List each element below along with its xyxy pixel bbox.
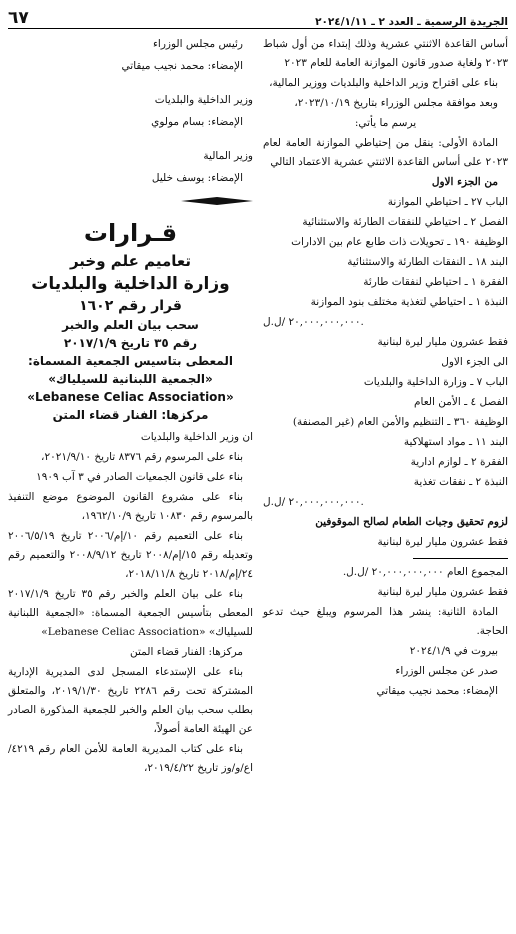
- decision-subject: سحب بيان العلم والخبر: [62, 318, 199, 332]
- paragraph: بناء على الإستدعاء المسجل لدى المديرية الإدارية المشتركة تحت رقم ٢٢٨٦ تاريخ ٢٠١٩/١/٣٠، والمتعلق بطلب سحب بيان العلم والخبر للجمعية المذكورة الصادر عن الهيئة العامة أصولاً،: [8, 666, 253, 735]
- budget-line: النبذة ٢ ـ نفقات تغذية: [413, 476, 508, 488]
- signature-title: رئيس مجلس الوزراء: [152, 38, 243, 50]
- date-line: بيروت في ٢٠٢٤/١/٩: [409, 645, 498, 657]
- budget-line: البند ١١ ـ مواد استهلاكية: [403, 436, 508, 448]
- paragraph: بناء على كتاب المديرية العامة للأمن العام رقم ٤٢١٩/اع/و/وز تاريخ ٢٠١٩/٤/٢٢،: [8, 743, 253, 774]
- budget-line: الفقرة ٢ ـ لوازم ادارية: [410, 456, 508, 468]
- ministry-title: وزارة الداخلية والبلديات: [31, 274, 230, 294]
- section-subtitle: تعاميم علم وخبر: [69, 252, 192, 270]
- budget-line: الباب ٧ ـ وزارة الداخلية والبلديات: [363, 376, 508, 388]
- amount-value: ٢٠,٠٠٠,٠٠٠,٠٠٠ /ل.ل.: [263, 496, 364, 508]
- budget-line: الوظيفة ١٩٠ ـ تحويلات ذات طابع عام بين الادارات: [291, 236, 508, 248]
- journal-issue-title: الجريدة الرسمية ـ العدد ٢ ـ ٢٠٢٤/١/١١: [315, 16, 508, 28]
- decision-number: قرار رقم ١٦٠٢: [79, 298, 182, 314]
- paragraph: بناء على قانون الجمعيات الصادر في ٣ آب ١٩٠٩: [36, 471, 243, 483]
- budget-line: الفقرة ١ ـ احتياطي لنفقات طارئة: [363, 276, 508, 288]
- paragraph: أساس القاعدة الاثنتي عشرية وذلك إبتداء من أول شباط ٢٠٢٣ ولغاية صدور قانون الموازنة العامة للعام ٢٠٢٣: [263, 38, 508, 69]
- signature-line: الإمضاء: محمد نجيب ميقاتي: [376, 685, 498, 697]
- article-two: المادة الثانية: ينشر هذا المرسوم ويبلغ حيث تدعو الحاجة.: [263, 606, 508, 637]
- amount-words: فقط عشرون مليار ليرة لبنانية: [377, 536, 508, 548]
- two-column-body: [8, 35, 508, 779]
- amount-line: [263, 313, 508, 332]
- amount-value: ٢٠,٠٠٠,٠٠٠,٠٠٠ /ل.ل.: [263, 316, 364, 328]
- page-number: ٦٧: [8, 8, 29, 28]
- paragraph: بناء على مشروع القانون الموضوع موضع التنفيذ بالمرسوم رقم ١٠٨٣٠ تاريخ ١٩٦٢/١٠/٩،: [8, 491, 253, 522]
- purpose-line: لزوم تحقيق وجبات الطعام لصالح الموقوفين: [315, 516, 508, 528]
- budget-line: الفصل ٢ ـ احتياطي للنفقات الطارئة والاستثنائية: [302, 216, 508, 228]
- signatures-block: [8, 35, 253, 188]
- left-column: [8, 35, 253, 779]
- granted-to: المعطى بتاسيس الجمعية المسماة:: [28, 354, 233, 368]
- signature-name: الإمضاء: بسام مولوي: [151, 116, 243, 128]
- right-column: [263, 35, 508, 779]
- total-line: المجموع العام ٢٠,٠٠٠,٠٠٠,٠٠٠ /ل.ل.: [342, 566, 508, 578]
- divider: [413, 558, 508, 559]
- association-name-en: «Lebanese Celiac Association»: [27, 390, 234, 404]
- paragraph: بناء على التعميم رقم ١٠/إم/٢٠٠٦ تاريخ ٢٠٠٦/٥/١٩ وتعديله رقم ١٥/إم/٢٠٠٨ تاريخ ٢٠٠٨/٩/١٢ والتعميم رقم ٢٤/إم/٢٠١٨ تاريخ ٢٠١٨/١١/٨،: [8, 530, 253, 580]
- amount-words: فقط عشرون مليار ليرة لبنانية: [377, 336, 508, 348]
- signature-name: الإمضاء: يوسف خليل: [151, 172, 243, 184]
- section-title: قـرارات: [83, 219, 178, 247]
- association-location: مركزها: الفنار قضاء المتن: [52, 408, 209, 422]
- signature-name: الإمضاء: محمد نجيب ميقاتي: [121, 60, 243, 72]
- signature-title: وزير الداخلية والبلديات: [154, 94, 253, 106]
- amount-words: فقط عشرون مليار ليرة لبنانية: [377, 586, 508, 598]
- paragraph: بناء على بيان العلم والخبر رقم ٣٥ تاريخ ٢٠١٧/١/٩ المعطى بتأسيس الجمعية المسماة: «الجمعية اللبنانية للسيلياك» «Lebanese Celiac Association»: [8, 588, 253, 638]
- association-name-ar: «الجمعية اللبنانية للسيلياك»: [48, 372, 213, 386]
- paragraph: يرسم ما يأتي:: [354, 117, 417, 129]
- budget-line: الوظيفة ٣٦٠ ـ التنظيم والأمن العام (غير المصنفة): [292, 416, 508, 428]
- budget-line: البند ١٨ ـ النفقات الطارئة والاستثنائية: [347, 256, 508, 268]
- paragraph: مركزها: الفنار قضاء المتن: [130, 646, 243, 658]
- budget-line: الفصل ٤ ـ الأمن العام: [414, 396, 508, 408]
- paragraph: بناء على اقتراح وزير الداخلية والبلديات ووزير المالية،: [269, 77, 498, 89]
- decision-body: [8, 428, 253, 778]
- issued-by: صدر عن مجلس الوزراء: [395, 665, 498, 677]
- budget-line: الباب ٢٧ ـ احتياطي الموازنة: [387, 196, 508, 208]
- budget-line: النبذة ١ ـ احتياطي لتغذية مختلف بنود الموازنة: [310, 296, 508, 308]
- budget-line: الى الجزء الاول: [441, 356, 508, 368]
- paragraph: بناء على المرسوم رقم ٨٣٧٦ تاريخ ٢٠٢١/٩/١٠،: [41, 451, 243, 463]
- ornament-divider-icon: [181, 197, 253, 205]
- signature-title: وزير المالية: [203, 150, 253, 162]
- section-heading: من الجزء الاول: [431, 176, 498, 188]
- decision-reference: رقم ٣٥ تاريخ ٢٠١٧/١/٩: [63, 336, 198, 350]
- article-one: المادة الأولى: ينقل من إحتياطي الموازنة العامة لعام ٢٠٢٣ على أساس القاعدة الاثنتي عشرية الاعتماد التالي: [263, 137, 508, 168]
- paragraph: ان وزير الداخلية والبلديات: [140, 431, 253, 443]
- page-header: [8, 6, 508, 29]
- paragraph: وبعد موافقة مجلس الوزراء بتاريخ ٢٠٢٣/١٠/١٩،: [294, 97, 498, 109]
- amount-line: [263, 493, 508, 512]
